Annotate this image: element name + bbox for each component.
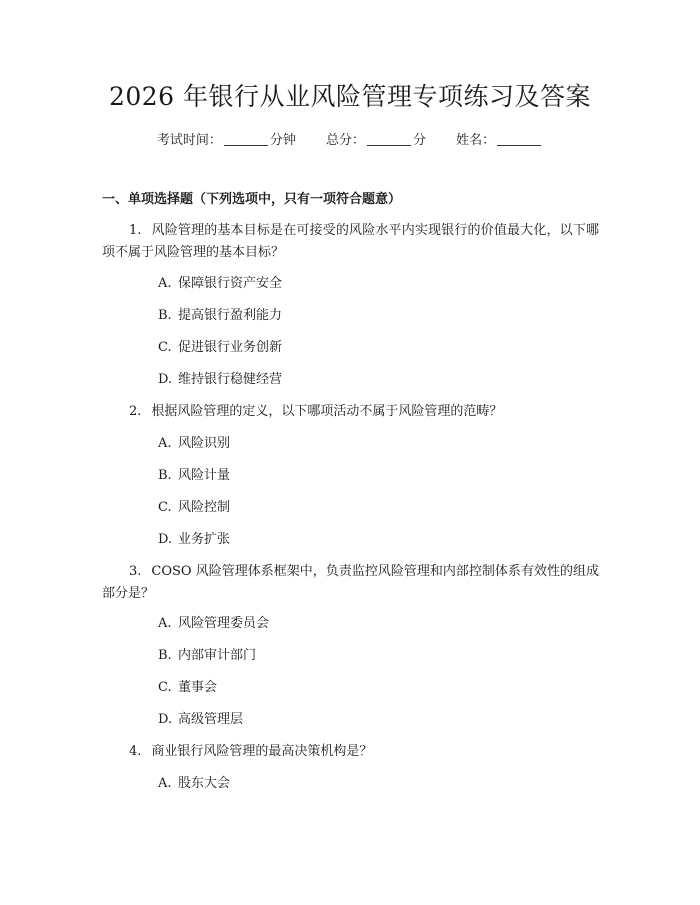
score-label: 总分：	[325, 133, 365, 148]
option-text: 风险识别	[178, 436, 231, 451]
option-text: 股东大会	[178, 776, 231, 791]
exam-time	[157, 131, 296, 151]
option-letter: C.	[158, 680, 172, 695]
question-text: 风险管理的基本目标是在可接受的风险水平内实现银行的价值最大化，以下哪项不属于风险管理的基本目标？	[102, 223, 599, 260]
name-blank	[497, 131, 541, 146]
question-number: 2.	[129, 404, 142, 419]
option-letter: D.	[158, 712, 173, 727]
option-text: 高级管理层	[178, 712, 244, 727]
option-letter: A.	[158, 776, 172, 791]
option-2d	[158, 530, 230, 550]
question-number: 3.	[129, 564, 142, 579]
option-3a	[158, 614, 269, 634]
question-number: 1.	[129, 223, 142, 238]
exam-meta	[0, 131, 700, 151]
option-1b	[158, 306, 282, 326]
question-1	[102, 220, 599, 264]
option-text: 风险管理委员会	[178, 616, 270, 631]
option-letter: A.	[158, 436, 172, 451]
option-3c	[158, 678, 217, 698]
option-letter: B.	[158, 308, 172, 323]
option-3d	[158, 710, 243, 730]
option-1d	[158, 370, 282, 390]
option-letter: A.	[158, 276, 172, 291]
score-blank	[367, 131, 411, 146]
time-label: 考试时间：	[156, 133, 222, 148]
option-letter: B.	[158, 648, 172, 663]
question-number: 4.	[129, 744, 142, 759]
page-title: 2026 年银行从业风险管理专项练习及答案	[108, 82, 592, 111]
option-1a	[158, 274, 282, 294]
question-text: 根据风险管理的定义，以下哪项活动不属于风险管理的范畴？	[151, 404, 503, 419]
name-label: 姓名：	[456, 133, 496, 148]
score-unit: 分	[413, 133, 427, 148]
question-4	[102, 741, 599, 763]
option-3b	[158, 646, 256, 666]
time-unit: 分钟	[269, 133, 296, 148]
option-text: 保障银行资产安全	[178, 276, 283, 291]
option-text: 提高银行盈利能力	[178, 308, 283, 323]
option-letter: B.	[158, 468, 172, 483]
option-text: 风险计量	[178, 468, 231, 483]
option-text: 促进银行业务创新	[178, 340, 283, 355]
option-text: 业务扩张	[178, 532, 231, 547]
option-text: 风险控制	[178, 500, 231, 515]
option-2b	[158, 466, 230, 486]
option-letter: C.	[158, 340, 172, 355]
option-letter: D.	[158, 532, 173, 547]
option-text: 内部审计部门	[178, 648, 257, 663]
question-text: COSO 风险管理体系框架中，负责监控风险管理和内部控制体系有效性的组成部分是？	[102, 564, 599, 601]
option-text: 维持银行稳健经营	[178, 372, 283, 387]
option-2c	[158, 498, 230, 518]
section-heading: 一、单项选择题（下列选项中，只有一项符合题意）	[102, 192, 402, 207]
option-letter: D.	[158, 372, 173, 387]
option-1c	[158, 338, 282, 358]
time-blank	[224, 131, 268, 146]
exam-name	[456, 131, 543, 151]
question-2	[102, 401, 599, 423]
question-3	[102, 561, 599, 605]
option-letter: C.	[158, 500, 172, 515]
option-letter: A.	[158, 616, 172, 631]
question-text: 商业银行风险管理的最高决策机构是？	[151, 744, 373, 759]
option-4a	[158, 774, 230, 794]
option-text: 董事会	[178, 680, 218, 695]
option-2a	[158, 434, 230, 454]
exam-score	[326, 131, 426, 151]
